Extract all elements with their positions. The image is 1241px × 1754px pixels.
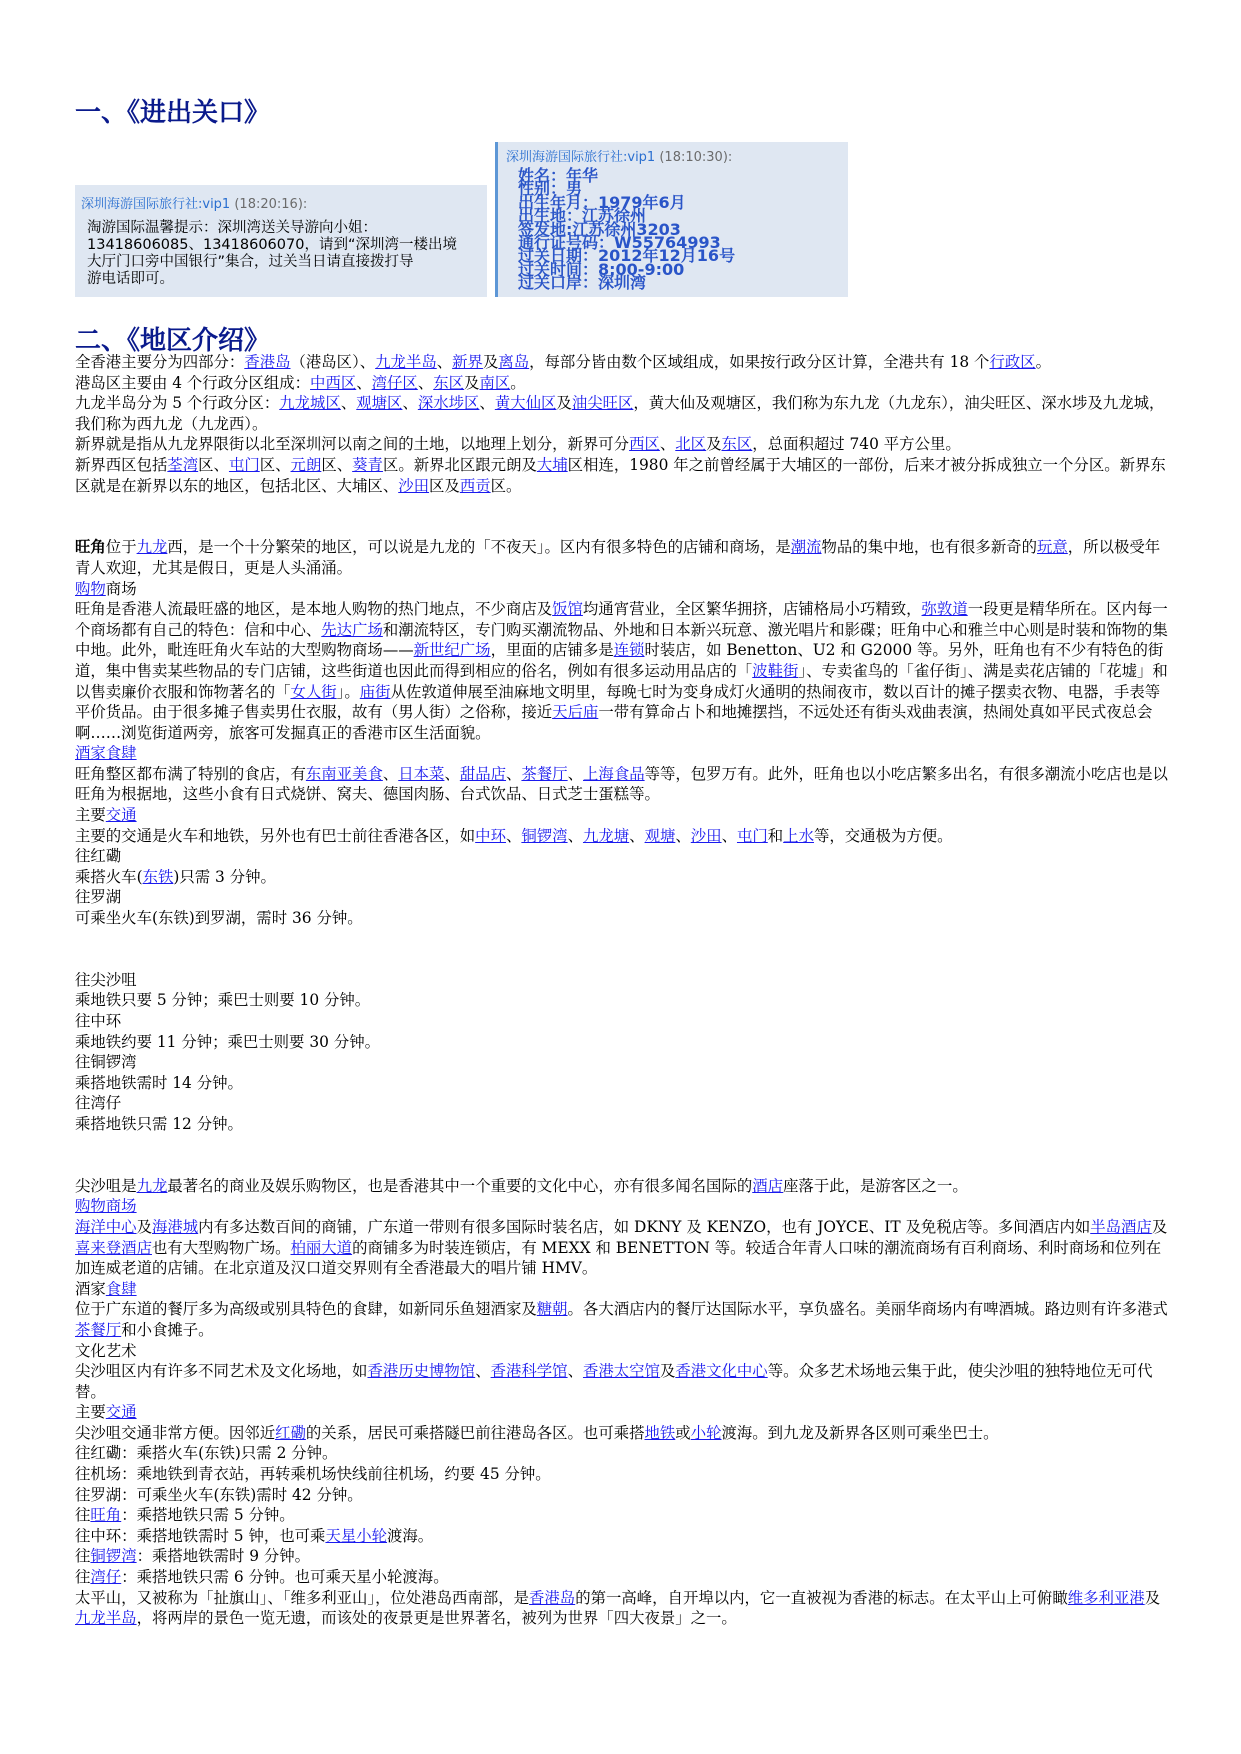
text-run: 。各大酒店内的餐厅达国际水平，享负盛名。美丽华商场内有啤酒城。路边则有许多港式 <box>567 1300 1168 1319</box>
inline-link[interactable]: 观塘区 <box>356 394 403 413</box>
paragraph <box>75 455 1175 496</box>
inline-link[interactable]: 香港岛 <box>529 1588 576 1607</box>
text-run: 西，是一个十分繁荣的地区，可以说是九龙的「不夜天」。区内有很多特色的店铺和商场，是 <box>167 538 791 557</box>
inline-link[interactable]: 庙街 <box>359 682 391 701</box>
text-run: ，里面的店铺多是 <box>490 641 614 660</box>
paragraph <box>75 1546 1175 1567</box>
text-run: 往湾仔 <box>75 1094 122 1113</box>
inline-link[interactable]: 女人街 <box>290 682 337 701</box>
paragraph <box>75 373 1175 394</box>
text-run: 、 <box>505 826 522 845</box>
text-run: 新界西区包括 <box>75 455 168 474</box>
paragraph <box>75 1341 1175 1362</box>
info-line-permit-number: 通行证号码：W55764993 <box>518 233 721 253</box>
text-run: 往红磡 <box>75 847 122 866</box>
paragraph <box>75 537 1175 578</box>
inline-link[interactable]: 九龙城区 <box>279 394 341 413</box>
inline-link[interactable]: 湾仔 <box>90 1568 122 1587</box>
text-run: 的商铺多为时装连锁店，有 MEXX 和 BENETTON 等。较适合年青人口味的潮流商场有百利商场、利时商场和位列在加连威老道的店铺。在北京道及汉口道交界则有全香港最大的唱片铺 HMV。 <box>75 1238 1162 1278</box>
chat-message-traveler-info <box>495 142 848 297</box>
text-run: 、 <box>567 826 583 845</box>
inline-link[interactable]: 新界 <box>452 353 483 371</box>
paragraph <box>75 1196 1175 1217</box>
text-run: 往 <box>75 1506 91 1525</box>
text-run: 或 <box>675 1423 691 1442</box>
inline-link[interactable]: 湾仔区 <box>371 373 418 392</box>
text-run: 往铜锣湾 <box>75 1053 137 1072</box>
text-run: ，总面积超过 740 平方公里。 <box>752 435 961 454</box>
inline-link[interactable]: 弥敦道 <box>921 600 968 619</box>
bold-text: 旺角 <box>75 538 106 557</box>
text-run: ，将两岸的景色一览无遗，而该处的夜景更是世界著名，被列为世界「四大夜景」之一。 <box>136 1609 737 1628</box>
section-heading-border-crossing: 一、《进出关口》 <box>75 98 271 128</box>
inline-link[interactable]: 西贡 <box>459 476 491 495</box>
text-run: 往罗湖：可乘坐火车(东铁)需时 42 分钟。 <box>75 1485 363 1504</box>
blank-line <box>75 517 1175 538</box>
inline-link[interactable]: 东南亚美食 <box>305 764 383 783</box>
text-run: 及 <box>706 435 722 454</box>
inline-link[interactable]: 铜锣湾 <box>521 826 568 845</box>
info-line-crossing-date: 过关日期：2012年12月16号 <box>518 246 736 266</box>
text-run: 尖沙咀交通非常方便。因邻近 <box>75 1423 276 1442</box>
paragraph <box>75 908 1175 929</box>
inline-link[interactable]: 玩意 <box>1037 538 1068 557</box>
text-run: 」。 <box>336 682 360 701</box>
inline-link[interactable]: 连锁 <box>613 641 645 660</box>
inline-link[interactable]: 黄大仙区 <box>494 394 557 413</box>
inline-link[interactable]: 天后庙 <box>552 703 599 722</box>
text-run: 旺角是香港人流最旺盛的地区，是本地人购物的热门地点，不少商店及 <box>75 600 553 619</box>
text-run: 文化艺术 <box>75 1341 137 1360</box>
text-run: 位于广东道的餐厅多为高级或别具特色的食肆，如新同乐鱼翅酒家及 <box>75 1300 537 1319</box>
chat-body <box>498 166 848 293</box>
inline-link[interactable]: 元朗 <box>290 455 322 474</box>
text-run: 的关系，居民可乘搭隧巴前往港岛各区。也可乘搭 <box>305 1423 645 1442</box>
inline-link[interactable]: 日本菜 <box>398 764 445 783</box>
inline-link[interactable]: 东铁 <box>142 867 174 886</box>
blank-line <box>75 1135 1175 1156</box>
text-run: 、 <box>382 764 399 783</box>
text-run: 往机场：乘地铁到青衣站，再转乘机场快线前往机场，约要 45 分钟。 <box>75 1465 551 1484</box>
inline-link[interactable]: 海港城 <box>151 1217 199 1236</box>
text-run: 往红磡：乘搭火车(东铁)只需 2 分钟。 <box>75 1444 338 1463</box>
inline-link[interactable]: 中西区 <box>310 373 357 392</box>
blank-line <box>75 949 1175 970</box>
inline-link[interactable]: 沙田 <box>690 826 722 845</box>
text-run: 及 <box>659 1362 676 1381</box>
text-run: 往中环 <box>75 1012 122 1030</box>
text-run: 也有大型购物广场。 <box>151 1238 291 1257</box>
text-run: 及 <box>482 353 499 371</box>
inline-link[interactable]: 香港文化中心 <box>675 1362 768 1381</box>
text-run: 、 <box>567 1362 583 1381</box>
paragraph <box>75 1361 1175 1402</box>
text-run: 、 <box>479 394 495 413</box>
inline-link[interactable]: 荃湾 <box>167 455 199 474</box>
paragraph <box>75 867 1175 888</box>
text-run: 及 <box>136 1217 152 1236</box>
text-run: 太平山，又被称为「扯旗山」、「维多利亚山」，位处港岛西南部，是 <box>75 1588 530 1607</box>
paragraph <box>75 1423 1175 1444</box>
inline-link[interactable]: 九龙半岛 <box>75 1609 137 1628</box>
inline-link[interactable]: 喜来登酒店 <box>75 1238 152 1257</box>
text-run: 、 <box>567 764 584 783</box>
inline-link[interactable]: 九龙塘 <box>582 826 630 845</box>
inline-link[interactable]: 九龙 <box>136 1176 168 1195</box>
inline-link[interactable]: 维多利亚港 <box>1067 1588 1145 1607</box>
info-line-birthdate: 出生年月：1979年6月 <box>518 192 686 212</box>
text-run: ：乘搭地铁只需 5 分钟。 <box>121 1506 295 1525</box>
paragraph <box>75 1485 1175 1506</box>
text-run: 、 <box>675 826 691 845</box>
section-heading-region-intro: 二、《地区介绍》 <box>75 326 271 356</box>
inline-link[interactable]: 东区 <box>433 373 465 392</box>
text-run: 往中环：乘搭地铁需时 5 钟，也可乘 <box>75 1526 326 1545</box>
text-run: 商场 <box>105 579 137 598</box>
chat-line: 游电话即可。 <box>87 271 174 287</box>
paragraph <box>75 1073 1175 1094</box>
text-run: 、 <box>629 826 645 845</box>
text-run: 物品的集中地，也有很多新奇的 <box>821 538 1037 557</box>
inline-link[interactable]: 铜锣湾 <box>90 1547 137 1566</box>
text-run: 尖沙咀区内有许多不同艺术及文化场地，如 <box>75 1362 368 1381</box>
inline-link[interactable]: 大埔 <box>536 455 568 474</box>
inline-link[interactable]: 小轮 <box>690 1423 722 1442</box>
inline-link[interactable]: 潮流 <box>790 538 822 557</box>
paragraph <box>75 743 1175 764</box>
text-run: 及 <box>1144 1588 1161 1607</box>
inline-link[interactable]: 东区 <box>721 435 753 454</box>
text-run: 主要 <box>75 1403 106 1422</box>
text-run: 及 <box>1151 1217 1168 1236</box>
paragraph <box>75 1526 1175 1547</box>
inline-link[interactable]: 香港历史博物馆 <box>367 1362 476 1381</box>
paragraph <box>75 1011 1175 1032</box>
text-run: 乘搭地铁需时 14 分钟。 <box>75 1073 243 1092</box>
inline-link[interactable]: 半岛酒店 <box>1090 1217 1152 1236</box>
text-run: 内有多达数百间的商铺，广东道一带则有很多国际时装名店，如 DKNY 及 KENZO，也有 JOYCE、IT 及免税店等。多间酒店内如 <box>198 1217 1091 1236</box>
text-run: 和小食摊子。 <box>121 1320 214 1339</box>
inline-link[interactable]: 海洋中心 <box>75 1217 137 1236</box>
inline-link[interactable]: 先达广场 <box>321 620 383 639</box>
blank-line <box>75 1155 1175 1176</box>
text-run: 座落于此，是游客区之一。 <box>783 1176 968 1195</box>
text-run: 从佐敦道伸展至油麻地文明里，每晚七时为变身成灯火通明的热闹夜市，数以百计的摊子摆卖衣物、电器，手表等平价货品。由于很多摊子售卖男仕衣服，故有（男人街）之俗称，接近 <box>75 682 1161 722</box>
text-run: 等，交通极为方便。 <box>813 826 953 845</box>
inline-link[interactable]: 天星小轮 <box>325 1526 388 1545</box>
text-run: 一带有算命占卜和地摊摆挡，不远处还有街头戏曲表演，热闹处真如平民式夜总会啊……浏览街道两旁，旅客可发掘真正的香港市区生活面貌。 <box>75 703 1153 742</box>
paragraph <box>75 805 1175 826</box>
inline-link[interactable]: 茶餐厅 <box>75 1320 122 1339</box>
text-run: ，黄大仙及观塘区，我们称为东九龙（九龙东），油尖旺区、深水埗及九龙城，我们称为西九龙（九龙西）。 <box>75 394 1165 433</box>
text-run: 乘搭地铁只需 12 分钟。 <box>75 1114 243 1133</box>
chat-header <box>498 142 848 169</box>
text-run: 和 <box>767 826 784 845</box>
paragraph <box>75 1114 1175 1135</box>
paragraph <box>75 1588 1175 1629</box>
inline-link[interactable]: 深水埗区 <box>417 394 480 413</box>
chat-timestamp: (18:10:30): <box>659 150 733 165</box>
text-run: 区相连，1980 年之前曾经属于大埔区的一部份，后来才被分拆成独立一个分区。新界东区就是在新界以东的地区，包括北区、大埔区、 <box>75 455 1166 495</box>
chat-line: 13418606085、13418606070，请到“深圳湾一楼出境 <box>87 237 457 253</box>
paragraph <box>75 846 1175 867</box>
paragraph <box>75 352 1175 373</box>
inline-link[interactable]: 上水 <box>783 826 814 845</box>
text-run: 新界就是指从九龙界限街以北至深圳河以南之间的土地，以地理上划分，新界可分 <box>75 435 630 454</box>
text-run: 可乘坐火车(东铁)到罗湖，需时 36 分钟。 <box>75 909 363 928</box>
text-run: 及 <box>464 373 480 392</box>
text-run: 主要 <box>75 806 106 825</box>
text-run: 、 <box>475 1362 491 1381</box>
paragraph <box>75 1464 1175 1485</box>
text-run: 主要的交通是火车和地铁，另外也有巴士前往香港各区，如 <box>75 826 476 845</box>
chat-sender: 深圳海游国际旅行社:vip1 <box>506 150 656 165</box>
paragraph <box>75 1217 1175 1279</box>
info-line-crossing-port: 过关口岸：深圳湾 <box>518 273 647 293</box>
paragraph <box>75 1505 1175 1526</box>
inline-link[interactable]: 九龙半岛 <box>375 353 437 371</box>
text-run: 的第一高峰，自开埠以内，它一直被视为香港的标志。在太平山上可俯瞰 <box>575 1588 1068 1607</box>
inline-link[interactable]: 食肆 <box>105 1279 137 1298</box>
inline-link[interactable]: 屯门 <box>228 455 260 474</box>
paragraph <box>75 1279 1175 1300</box>
chat-body <box>75 218 487 290</box>
paragraph <box>75 579 1175 600</box>
text-run: 均通宵营业，全区繁华拥挤，店铺格局小巧精致， <box>582 600 922 619</box>
text-run: )只需 3 分钟。 <box>173 867 276 886</box>
inline-link[interactable]: 购物 <box>75 579 106 598</box>
text-run: 九龙半岛分为 5 个行政分区： <box>75 394 280 413</box>
blank-line <box>75 929 1175 950</box>
text-run: 、 <box>444 764 460 783</box>
inline-link[interactable]: 交通 <box>105 806 137 825</box>
inline-link[interactable]: 观塘 <box>644 826 676 845</box>
text-run: ：乘搭地铁需时 9 分钟。 <box>136 1547 311 1566</box>
text-run: 位于 <box>105 538 137 557</box>
paragraph <box>75 393 1175 434</box>
text-run: ：乘搭地铁只需 6 分钟。也可乘天星小轮渡海。 <box>121 1568 449 1587</box>
paragraph <box>75 1567 1175 1588</box>
text-run: 等等，包罗万有。此外，旺角也以小吃店繁多出名，有很多潮流小吃店也是以旺角为根据地，这些小食有日式烧饼、窝夫、德国肉肠、台式饮品、日式芝士蛋糕等。 <box>75 764 1168 804</box>
inline-link[interactable]: 行政区 <box>989 353 1036 371</box>
inline-link[interactable]: 香港科学馆 <box>490 1362 568 1381</box>
text-run: 乘搭火车( <box>75 867 143 886</box>
paragraph <box>75 1402 1175 1423</box>
text-run: 。 <box>510 373 526 392</box>
text-run: 全香港主要分为四部分： <box>75 353 245 371</box>
text-run: 尖沙咀是 <box>75 1176 137 1195</box>
inline-link[interactable]: 北区 <box>675 435 707 454</box>
text-run: 渡海。 <box>387 1526 434 1545</box>
inline-link[interactable]: 南区 <box>479 373 511 392</box>
text-run: 区、 <box>321 455 353 474</box>
chat-sender: 深圳海游国际旅行社:vip1 <box>81 197 231 212</box>
inline-link[interactable]: 甜品店 <box>459 764 507 783</box>
text-run: 区、 <box>198 455 229 474</box>
inline-link[interactable]: 旺角 <box>90 1506 122 1525</box>
inline-link[interactable]: 离岛 <box>498 353 530 371</box>
inline-link[interactable]: 酒店 <box>752 1176 784 1195</box>
text-run: 渡海。到九龙及新界各区则可乘坐巴士。 <box>721 1423 999 1442</box>
inline-link[interactable]: 香港太空馆 <box>582 1362 660 1381</box>
info-line-gender: 性别：男 <box>518 179 583 199</box>
paragraph <box>75 1176 1175 1197</box>
paragraph <box>75 887 1175 908</box>
paragraph <box>75 1052 1175 1073</box>
inline-link[interactable]: 沙田 <box>398 476 430 495</box>
text-run: 」、专卖雀鸟的「雀仔街」、满是卖花店铺的「花墟」和以售卖廉价衣服和饰物著名的「 <box>75 661 1168 701</box>
text-run: ，所以极受年青人欢迎，尤其是假日，更是人头涌涌。 <box>75 538 1161 577</box>
paragraph <box>75 1093 1175 1114</box>
text-run: 、 <box>436 353 453 371</box>
inline-link[interactable]: 地铁 <box>644 1423 676 1442</box>
paragraph <box>75 764 1175 805</box>
paragraph <box>75 1443 1175 1464</box>
inline-link[interactable]: 上海食品 <box>583 764 645 783</box>
inline-link[interactable]: 糖朝 <box>536 1300 568 1319</box>
text-run: 往 <box>75 1568 91 1587</box>
text-run: 区。 <box>490 476 522 495</box>
text-run: 区。新界北区跟元朗及 <box>382 455 537 474</box>
inline-link[interactable]: 饭馆 <box>552 600 583 619</box>
inline-link[interactable]: 葵青 <box>352 455 383 474</box>
inline-link[interactable]: 九龙 <box>136 538 168 557</box>
inline-link[interactable]: 购物商场 <box>75 1197 137 1216</box>
inline-link[interactable]: 新世纪广场 <box>413 641 491 660</box>
chat-header <box>75 185 487 218</box>
text-run: 港岛区主要由 4 个行政分区组成： <box>75 373 311 392</box>
paragraph <box>75 599 1175 743</box>
text-run: 、 <box>340 394 357 413</box>
inline-link[interactable]: 柏丽大道 <box>290 1238 353 1257</box>
text-run: 最著名的商业及娱乐购物区，也是香港其中一个重要的文化中心，亦有很多闻名国际的 <box>167 1176 753 1195</box>
info-line-birthplace: 出生地：江苏徐州 <box>518 206 647 226</box>
blank-line <box>75 496 1175 517</box>
paragraph <box>75 434 1175 455</box>
chat-message-reminder <box>75 185 487 297</box>
text-run: 、 <box>417 373 434 392</box>
paragraph <box>75 1299 1175 1340</box>
text-run: 旺角整区都布满了特别的食店，有 <box>75 764 306 783</box>
text-run: 一段更是精华所在。区内每一个商场都有自己的特色：信和中心、 <box>75 600 1168 639</box>
text-run: 、 <box>356 373 372 392</box>
inline-link[interactable]: 中环 <box>475 826 506 845</box>
text-run: （港岛区）、 <box>290 353 376 371</box>
inline-link[interactable]: 油尖旺区 <box>571 394 634 413</box>
text-run: 往尖沙咀 <box>75 970 137 989</box>
info-line-name: 姓名：年华 <box>518 166 599 185</box>
text-run: 区、 <box>259 455 291 474</box>
text-run: 及 <box>556 394 572 413</box>
text-run: 。 <box>1035 353 1052 371</box>
chat-timestamp: (18:20:16): <box>234 197 308 212</box>
text-run: 和潮流特区，专门购买潮流物品、外地和日本新兴玩意、激光唱片和影碟；旺角中心和雅兰中心则是时装和饰物的集中地。此外，毗连旺角火车站的大型购物商场—— <box>75 620 1168 660</box>
text-run: 时装店，如 Benetton、U2 和 G2000 等。另外，旺角也有不少有特色的街道，集中售卖某些物品的专门店铺，这些街道也因此而得到相应的俗名，例如有很多运动用品店的「 <box>75 641 1164 680</box>
inline-link[interactable]: 交通 <box>105 1403 137 1422</box>
text-run: 、 <box>402 394 418 413</box>
inline-link[interactable]: 茶餐厅 <box>521 764 568 783</box>
inline-link[interactable]: 西区 <box>629 435 660 454</box>
inline-link[interactable]: 波鞋街 <box>752 661 799 680</box>
text-run: 乘地铁约要 11 分钟；乘巴士则要 30 分钟。 <box>75 1032 380 1051</box>
text-run: 等。众多艺术场地云集于此，使尖沙咀的独特地位无可代替。 <box>75 1362 1153 1401</box>
paragraph <box>75 826 1175 847</box>
text-run: 乘地铁只要 5 分钟；乘巴士则要 10 分钟。 <box>75 991 371 1010</box>
region-intro-body <box>75 352 1175 1629</box>
chat-line: 大厅门口旁中国银行”集合，过关当日请直接拨打导 <box>87 254 414 270</box>
text-run: 、 <box>659 435 676 454</box>
paragraph <box>75 970 1175 991</box>
inline-link[interactable]: 香港岛 <box>244 353 291 371</box>
text-run: 酒家 <box>75 1279 106 1298</box>
info-line-issue-place: 签发地:江苏徐州3203 <box>518 219 681 239</box>
text-run: 、 <box>721 826 737 845</box>
inline-link[interactable]: 酒家食肆 <box>75 744 137 763</box>
text-run: ，每部分皆由数个区域组成，如果按行政分区计算，全港共有 18 个 <box>529 353 990 371</box>
inline-link[interactable]: 红磡 <box>275 1423 306 1442</box>
text-run: 、 <box>506 764 522 783</box>
info-line-crossing-time: 过关时间：8:00-9:00 <box>518 259 685 279</box>
text-run: 往 <box>75 1547 91 1566</box>
inline-link[interactable]: 屯门 <box>736 826 768 845</box>
text-run: 往罗湖 <box>75 888 122 907</box>
paragraph <box>75 990 1175 1011</box>
text-run: 区及 <box>429 476 460 495</box>
paragraph <box>75 1032 1175 1053</box>
chat-line: 淘游国际温馨提示：深圳湾送关导游向小姐： <box>87 220 377 236</box>
